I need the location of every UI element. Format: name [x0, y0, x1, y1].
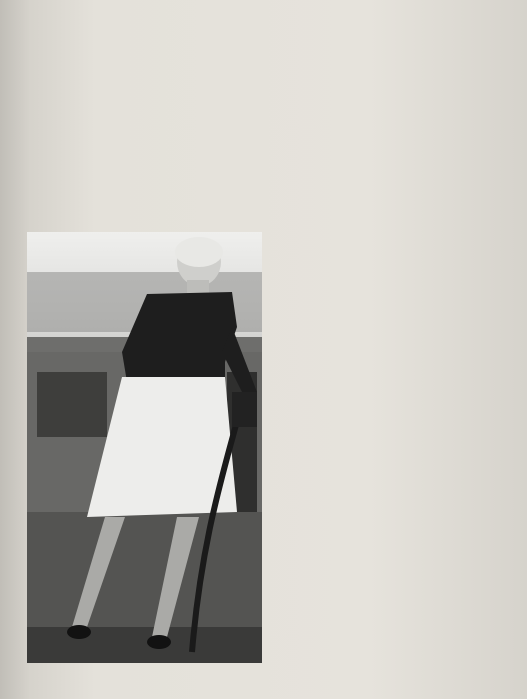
photo-woman-at-gas-pump — [27, 232, 262, 663]
page-gutter-shadow — [0, 0, 30, 699]
photo-illustration — [27, 232, 262, 663]
